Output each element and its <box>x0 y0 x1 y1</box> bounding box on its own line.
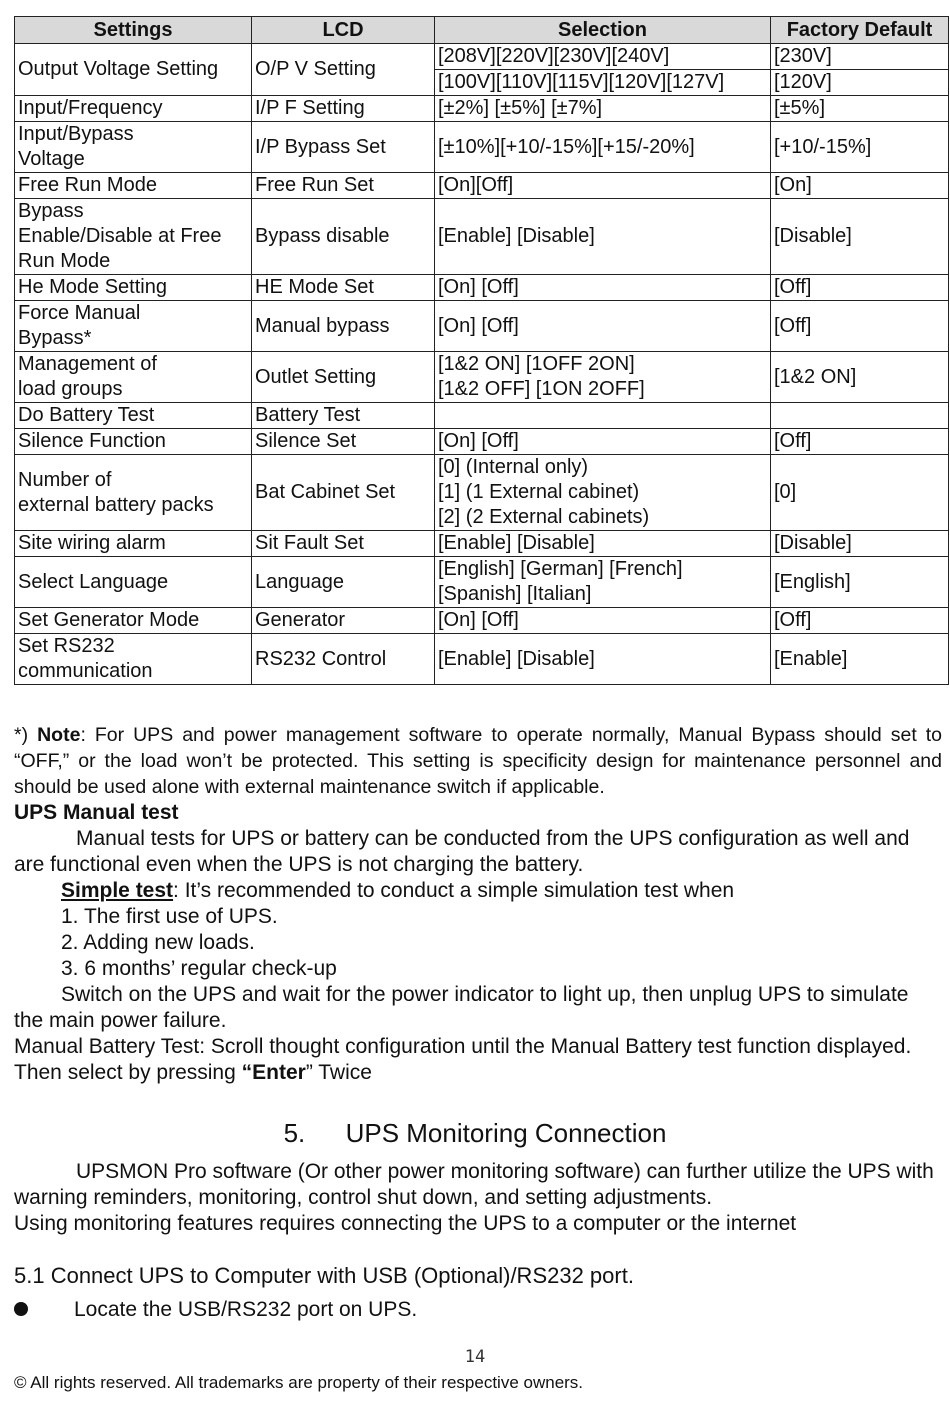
lcd-cell: Language <box>252 557 435 608</box>
battery-test-text-end: ” Twice <box>305 1061 372 1084</box>
bullet-text: Locate the USB/RS232 port on UPS. <box>74 1298 418 1321</box>
selection-cell: [Enable] [Disable] <box>435 199 771 275</box>
setting-cell: Set RS232 communication <box>15 634 252 685</box>
table-row <box>15 557 949 608</box>
setting-cell: Bypass Enable/Disable at Free Run Mode <box>15 199 252 275</box>
note-label: Note <box>37 724 81 746</box>
setting-cell: Select Language <box>15 557 252 608</box>
table-row <box>15 531 949 557</box>
settings-table <box>14 16 949 685</box>
setting-cell: Input/Frequency <box>15 96 252 122</box>
selection-cell: [0] (Internal only) [1] (1 External cabinet) [2] (2 External cabinets) <box>435 455 771 531</box>
table-row <box>15 403 949 429</box>
default-cell: [Off] <box>771 429 949 455</box>
table-row <box>15 199 949 275</box>
simple-test-label: Simple test <box>61 879 174 902</box>
subsection-5-1-title: 5.1 Connect UPS to Computer with USB (Optional)/RS232 port. <box>14 1263 634 1288</box>
monitoring-requires: Using monitoring features requires connecting the UPS to a computer or the internet <box>14 1212 797 1235</box>
list-item: 3. 6 months’ regular check-up <box>61 957 337 980</box>
setting-cell: He Mode Setting <box>15 275 252 301</box>
default-cell: [+10/-15%] <box>771 122 949 173</box>
lcd-cell: Silence Set <box>252 429 435 455</box>
selection-cell: [Enable] [Disable] <box>435 531 771 557</box>
default-cell: [Off] <box>771 275 949 301</box>
setting-cell: Silence Function <box>15 429 252 455</box>
table-row <box>15 122 949 173</box>
note-paragraph <box>14 722 942 800</box>
default-cell: [Off] <box>771 608 949 634</box>
setting-cell: Number of external battery packs <box>15 455 252 531</box>
lcd-cell: Bat Cabinet Set <box>252 455 435 531</box>
switch-on-paragraph: Switch on the UPS and wait for the power indicator to light up, then unplug UPS to simulate the main power failure. <box>14 983 909 1032</box>
setting-cell: Free Run Mode <box>15 173 252 199</box>
setting-cell: Do Battery Test <box>15 403 252 429</box>
battery-test-paragraph <box>14 1034 942 1086</box>
selection-cell: [On][Off] <box>435 173 771 199</box>
selection-cell: [English] [German] [French] [Spanish] [Italian] <box>435 557 771 608</box>
lcd-cell: Sit Fault Set <box>252 531 435 557</box>
lcd-cell: Generator <box>252 608 435 634</box>
note-prefix: *) <box>14 724 38 746</box>
section-number: 5. <box>283 1118 306 1148</box>
enter-key-label: “Enter <box>241 1061 306 1084</box>
selection-cell <box>435 403 771 429</box>
list-item: 2. Adding new loads. <box>61 931 255 954</box>
table-row <box>15 352 949 403</box>
table-row <box>15 634 949 685</box>
table-row <box>15 44 949 70</box>
default-cell: [230V] <box>771 44 949 70</box>
table-row <box>15 455 949 531</box>
default-cell <box>771 403 949 429</box>
default-cell: [120V] <box>771 70 949 96</box>
simple-test-text: : It’s recommended to conduct a simple simulation test when <box>173 879 735 902</box>
lcd-cell: HE Mode Set <box>252 275 435 301</box>
lcd-cell: RS232 Control <box>252 634 435 685</box>
default-cell: [Disable] <box>771 199 949 275</box>
selection-cell: [100V][110V][115V][120V][127V] <box>435 70 771 96</box>
default-cell: [Enable] <box>771 634 949 685</box>
simple-test-paragraph <box>14 878 942 904</box>
header-factory-default: Factory Default <box>771 17 949 44</box>
header-selection: Selection <box>435 17 771 44</box>
default-cell: [Off] <box>771 301 949 352</box>
lcd-cell: Bypass disable <box>252 199 435 275</box>
setting-cell: Set Generator Mode <box>15 608 252 634</box>
lcd-cell: O/P V Setting <box>252 44 435 96</box>
manual-test-heading: UPS Manual test <box>14 801 179 824</box>
selection-cell: [On] [Off] <box>435 608 771 634</box>
selection-cell: [208V][220V][230V][240V] <box>435 44 771 70</box>
copyright-footer: © All rights reserved. All trademarks are property of their respective owners. <box>14 1373 584 1392</box>
default-cell: [Disable] <box>771 531 949 557</box>
table-row <box>15 96 949 122</box>
note-text: : For UPS and power management software to operate normally, Manual Bypass should set to “OFF,” or the load won’t be protected. This setting is specificity design for maintenance personnel and should be used alone with external maintenance switch if applicable. <box>14 724 943 798</box>
table-row <box>15 173 949 199</box>
bullet-dot-icon <box>14 1302 28 1316</box>
selection-cell: [On] [Off] <box>435 429 771 455</box>
setting-cell: Input/Bypass Voltage <box>15 122 252 173</box>
table-row <box>15 429 949 455</box>
lcd-cell: I/P F Setting <box>252 96 435 122</box>
monitoring-intro: UPSMON Pro software (Or other power monitoring software) can further utilize the UPS with warning reminders, monitoring, control shut down, and setting adjustments. <box>14 1160 934 1209</box>
setting-cell: Site wiring alarm <box>15 531 252 557</box>
table-row <box>15 275 949 301</box>
section-5-title <box>0 1116 950 1150</box>
list-item: 1. The first use of UPS. <box>61 905 278 928</box>
lcd-cell: Free Run Set <box>252 173 435 199</box>
setting-cell: Force Manual Bypass* <box>15 301 252 352</box>
manual-test-intro: Manual tests for UPS or battery can be conducted from the UPS configuration as well and are functional even when the UPS is not charging the battery. <box>14 827 910 876</box>
default-cell: [±5%] <box>771 96 949 122</box>
default-cell: [1&2 ON] <box>771 352 949 403</box>
lcd-cell: Manual bypass <box>252 301 435 352</box>
header-lcd: LCD <box>252 17 435 44</box>
table-row <box>15 301 949 352</box>
battery-test-text: Manual Battery Test: Scroll thought configuration until the Manual Battery test function displayed. Then select by pressing <box>14 1035 912 1084</box>
setting-cell: Management of load groups <box>15 352 252 403</box>
section-title-text: UPS Monitoring Connection <box>345 1118 667 1148</box>
selection-cell: [On] [Off] <box>435 275 771 301</box>
lcd-cell: I/P Bypass Set <box>252 122 435 173</box>
default-cell: [0] <box>771 455 949 531</box>
selection-cell: [1&2 ON] [1OFF 2ON] [1&2 OFF] [1ON 2OFF] <box>435 352 771 403</box>
setting-cell: Output Voltage Setting <box>15 44 252 96</box>
lcd-cell: Outlet Setting <box>252 352 435 403</box>
manual-test-section <box>14 800 942 1086</box>
bullet-item <box>14 1297 417 1323</box>
default-cell: [On] <box>771 173 949 199</box>
table-row <box>15 608 949 634</box>
selection-cell: [±2%] [±5%] [±7%] <box>435 96 771 122</box>
lcd-cell: Battery Test <box>252 403 435 429</box>
default-cell: [English] <box>771 557 949 608</box>
table-header-row <box>15 17 949 44</box>
selection-cell: [±10%][+10/-15%][+15/-20%] <box>435 122 771 173</box>
monitoring-section <box>14 1159 942 1237</box>
page-number: 14 <box>464 1347 486 1367</box>
selection-cell: [On] [Off] <box>435 301 771 352</box>
header-settings: Settings <box>15 17 252 44</box>
selection-cell: [Enable] [Disable] <box>435 634 771 685</box>
